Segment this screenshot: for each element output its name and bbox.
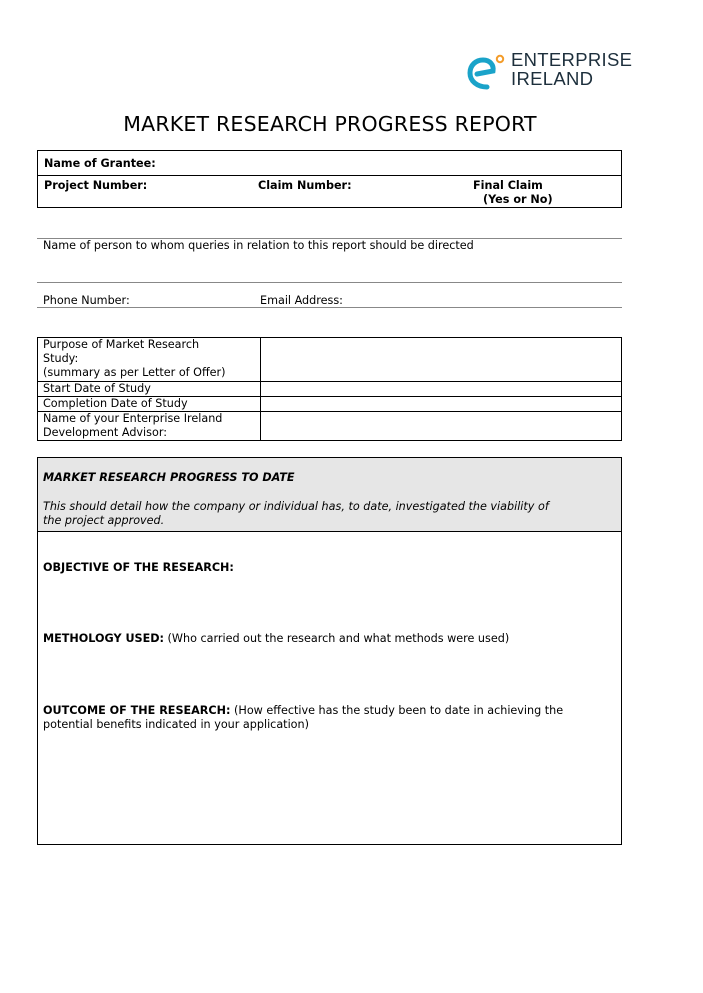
advisor-value-cell[interactable] [261,412,622,441]
methodology-note: (Who carried out the research and what methods were used) [164,632,510,645]
start-date-label-cell: Start Date of Study [38,382,261,397]
table-row [38,338,622,382]
purpose-label-line: Study: [43,352,79,365]
outcome-line-2: potential benefits indicated in your application) [43,718,309,731]
final-claim-label: Final Claim [473,179,543,192]
purpose-label-line: (summary as per Letter of Offer) [43,366,226,379]
claim-number-label: Claim Number: [258,179,352,192]
page-title: MARKET RESEARCH PROGRESS REPORT [123,112,537,136]
header-box-divider [37,175,622,176]
grantee-label: Name of Grantee: [44,157,156,170]
objective-label: OBJECTIVE OF THE RESEARCH: [43,561,234,574]
completion-date-label-cell: Completion Date of Study [38,397,261,412]
start-date-value-cell[interactable] [261,382,622,397]
logo-mark-icon [465,54,507,96]
purpose-label-line: Purpose of Market Research [43,338,200,351]
outcome-note: (How effective has the study been to date in achieving the [230,704,564,717]
purpose-label-cell [38,338,261,382]
advisor-label-line: Name of your Enterprise Ireland [43,412,223,425]
contact-bottom-rule [37,307,622,308]
methodology-line [43,632,509,646]
table-row [38,397,622,412]
queries-label: Name of person to whom queries in relation to this report should be directed [43,239,474,252]
table-row [38,382,622,397]
logo-text [511,50,632,88]
study-details-table [37,337,622,441]
logo-line-2: IRELAND [511,68,594,89]
project-number-label: Project Number: [44,179,148,192]
enterprise-ireland-logo [465,49,633,94]
purpose-value-cell[interactable] [261,338,622,382]
methodology-label: METHOLOGY USED: [43,632,164,645]
outcome-line-1 [43,704,563,718]
progress-description-line-1: This should detail how the company or individual has, to date, investigated the viability of [43,500,549,513]
outcome-label: OUTCOME OF THE RESEARCH: [43,704,231,717]
phone-label: Phone Number: [43,294,130,307]
progress-header-divider [37,531,622,532]
queries-answer-rule [37,282,622,283]
completion-date-value-cell[interactable] [261,397,622,412]
progress-heading: MARKET RESEARCH PROGRESS TO DATE [43,471,295,484]
email-label: Email Address: [260,294,343,307]
progress-description-line-2: the project approved. [43,514,165,527]
advisor-label-cell [38,412,261,441]
logo-line-1: ENTERPRISE [511,49,633,70]
advisor-label-line: Development Advisor: [43,426,168,439]
final-claim-sub: (Yes or No) [483,193,553,206]
table-row [38,412,622,441]
